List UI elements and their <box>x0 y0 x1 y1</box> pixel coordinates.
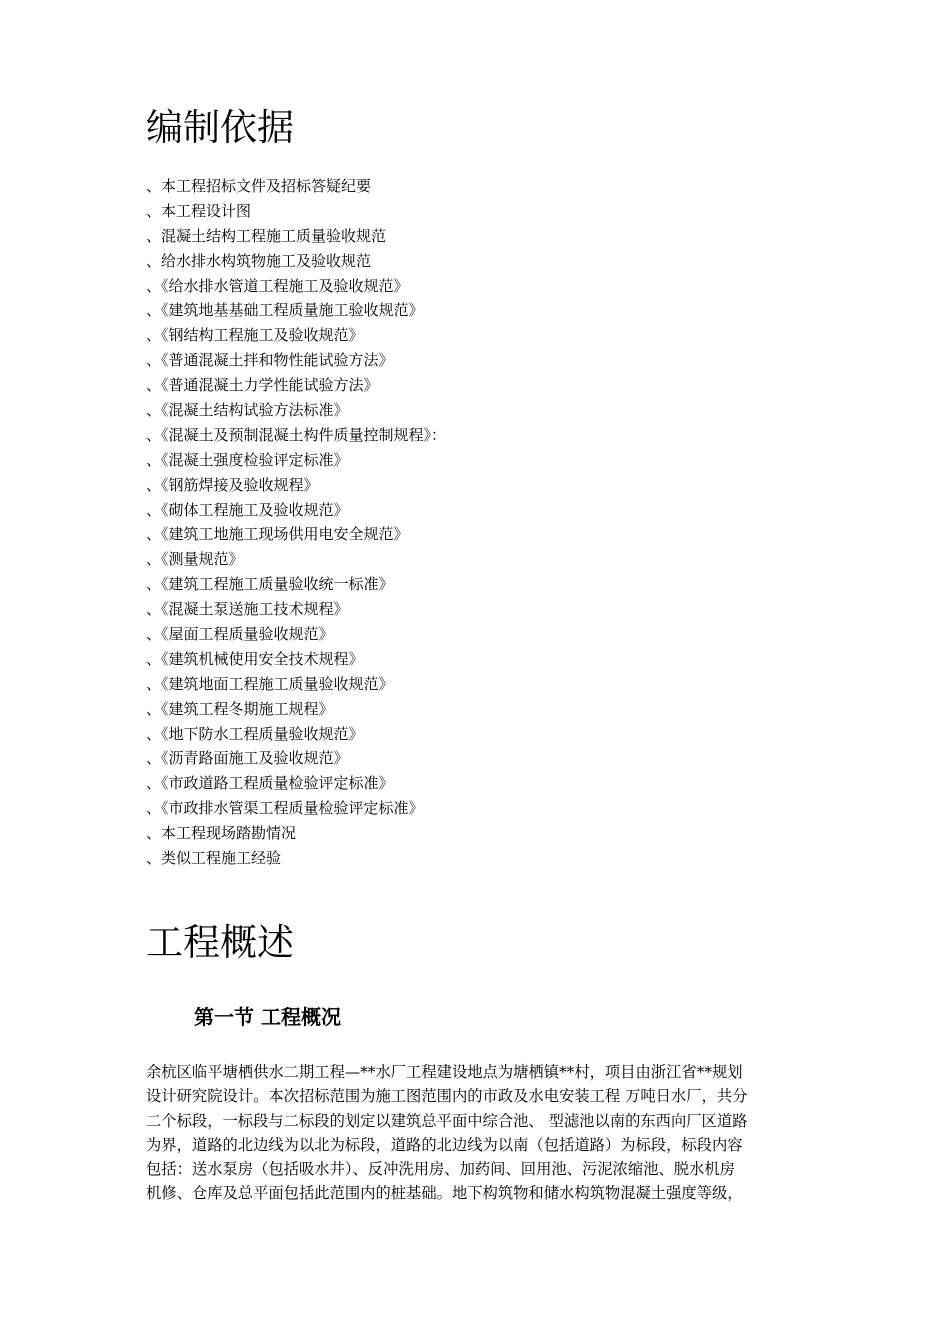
reference-item: 、《砌体工程施工及验收规范》 <box>146 500 349 519</box>
reference-item: 、混凝土结构工程施工质量验收规范 <box>146 226 387 245</box>
reference-item: 、《给水排水管道工程施工及验收规范》 <box>146 276 409 295</box>
reference-list <box>146 174 446 871</box>
reference-item: 、《建筑地基基础工程质量施工验收规范》 <box>146 301 424 320</box>
reference-item: 、《混凝土强度检验评定标准》 <box>146 450 349 469</box>
section-title-overview: 工程概述 <box>146 921 294 964</box>
reference-item: 、《市政道路工程质量检验评定标准》 <box>146 774 394 793</box>
reference-item: 、《普通混凝土力学性能试验方法》 <box>146 376 379 395</box>
reference-item: 、《沥青路面施工及验收规范》 <box>146 749 349 768</box>
reference-item: 、《市政排水管渠工程质量检验评定标准》 <box>146 799 424 818</box>
reference-item: 、《建筑工程施工质量验收统一标准》 <box>146 575 394 594</box>
reference-item: 、《普通混凝土拌和物性能试验方法》 <box>146 351 394 370</box>
reference-item: 、《测量规范》 <box>146 550 244 569</box>
reference-item: 、《混凝土结构试验方法标准》 <box>146 401 349 420</box>
reference-item: 、《钢筋焊接及验收规程》 <box>146 475 319 494</box>
reference-item: 、给水排水构筑物施工及验收规范 <box>146 251 372 270</box>
paragraph-line: 余杭区临平塘栖供水二期工程—**水厂工程建设地点为塘栖镇**村，项目由浙江省**规划 <box>146 1063 743 1081</box>
paragraph-line: 为界，道路的北边线为以北为标段，道路的北边线为以南（包括道路）为标段，标段内容 <box>146 1135 743 1154</box>
reference-item: 、《建筑机械使用安全技术规程》 <box>146 649 364 668</box>
reference-item: 、本工程现场踏勘情况 <box>146 824 297 843</box>
subsection-title: 第一节 工程概况 <box>194 1005 341 1029</box>
reference-item: 、《混凝土及预制混凝土构件质量控制规程》： <box>146 425 447 444</box>
reference-item: 、《屋面工程质量验收规范》 <box>146 625 334 644</box>
reference-item: 、《建筑工地施工现场供用电安全规范》 <box>146 525 409 544</box>
paragraph-line: 设计研究院设计。本次招标范围为施工图范围内的市政及水电安装工程 万吨日水厂，共分 <box>146 1087 748 1106</box>
reference-item: 、本工程招标文件及招标答疑纪要 <box>146 177 372 195</box>
overview-paragraph <box>146 1060 816 1206</box>
paragraph-line: 机修、仓库及总平面包括此范围内的桩基础。地下构筑物和储水构筑物混凝土强度等级， <box>146 1184 743 1203</box>
reference-item: 、《混凝土泵送施工技术规程》 <box>146 600 349 619</box>
reference-item: 、本工程设计图 <box>146 201 252 220</box>
paragraph-line: 包括：送水泵房（包括吸水井）、反冲洗用房、加药间、回用池、污泥浓缩池、脱水机房 <box>146 1160 735 1179</box>
reference-item: 、《建筑工程冬期施工规程》 <box>146 699 334 718</box>
paragraph-line: 二个标段，一标段与二标段的划定以建筑总平面中综合池、 型滤池以南的东西向厂区道路 <box>146 1111 748 1130</box>
reference-item: 、《地下防水工程质量验收规范》 <box>146 724 364 743</box>
reference-item: 、类似工程施工经验 <box>146 849 282 868</box>
section-title-basis: 编制依据 <box>146 106 294 149</box>
reference-item: 、《建筑地面工程施工质量验收规范》 <box>146 674 394 693</box>
reference-item: 、《钢结构工程施工及验收规范》 <box>146 326 364 345</box>
